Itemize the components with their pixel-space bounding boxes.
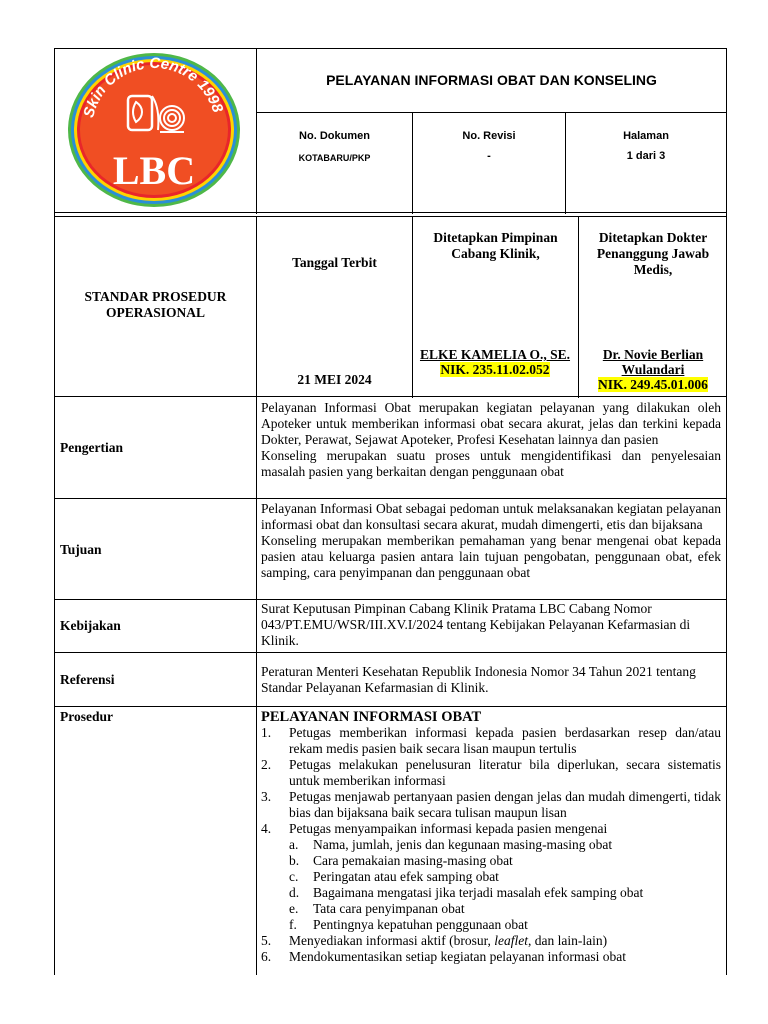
step-text: Petugas menyampaikan informasi kepada pasien mengenai [289, 821, 608, 836]
substep-letter: b. [289, 853, 300, 868]
substep-letter: c. [289, 869, 299, 884]
substep-text: Cara pemakaian masing-masing obat [313, 853, 513, 868]
list-item [261, 725, 721, 757]
step-text-pre: Menyediakan informasi aktif (brosur, [289, 933, 495, 948]
list-item [289, 901, 721, 917]
referensi-content [261, 664, 721, 696]
approver-2-nik: NIK. 249.45.01.006 [598, 377, 708, 392]
step-number: 4. [261, 821, 272, 836]
list-item [289, 885, 721, 901]
revision-cell [413, 130, 565, 162]
prosedur-label-text: Prosedur [60, 709, 113, 724]
substep-text: Pentingnya kepatuhan penggunaan obat [313, 917, 528, 932]
substep-letter: e. [289, 901, 299, 916]
clinic-logo [66, 52, 242, 208]
prosedur-label [60, 709, 113, 725]
list-item [289, 837, 721, 853]
page-cell [566, 130, 726, 162]
step-text: Petugas memberikan informasi kepada pasien berdasarkan resep dan/atau rekam medis pasien baik secara lisan maupun tertulis [289, 725, 721, 756]
revision-value: - [487, 150, 491, 162]
pengertian-label [60, 440, 123, 456]
step-number: 1. [261, 725, 272, 740]
kebijakan-content [261, 601, 721, 649]
list-item [289, 917, 721, 933]
doc-number-value: KOTABARU/PKP [298, 153, 371, 163]
pengertian-paragraph-2: Konseling merupakan suatu proses untuk mengidentifikasi dan penyelesaian masalah pasien yang berkaitan dengan penggunaan obat [261, 448, 721, 479]
approver-2-signature [580, 347, 726, 392]
pengertian-label-text: Pengertian [60, 440, 123, 455]
sop-title [55, 289, 256, 321]
step-text: Petugas melakukan penelusuran literatur bila diperlukan, secara sistematis untuk memberikan informasi [289, 757, 721, 788]
kebijakan-label [60, 618, 121, 634]
list-item [261, 949, 721, 965]
tujuan-paragraph-1: Pelayanan Informasi Obat sebagai pedoman untuk melaksanakan kegiatan pelayanan informasi obat dan konsultasi secara akurat, mudah dimengerti, etis dan bijaksana [261, 501, 721, 532]
approver-2-heading-text: Ditetapkan Dokter Penanggung Jawab Medis, [596, 230, 710, 277]
kebijakan-text: Surat Keputusan Pimpinan Cabang Klinik Pratama LBC Cabang Nomor 043/PT.EMU/WSR/III.XV.I/2024 tentang Kebijakan Pelayanan Kefarmasian di Klinik. [261, 601, 691, 648]
issue-date-value-text: 21 MEI 2024 [297, 372, 372, 387]
list-item [289, 869, 721, 885]
referensi-label [60, 672, 114, 688]
issue-date-label-text: Tanggal Terbit [292, 255, 377, 270]
approver-1-signature [416, 347, 574, 377]
list-item [261, 757, 721, 789]
substep-letter: d. [289, 885, 300, 900]
list-item [261, 933, 721, 949]
step-number: 3. [261, 789, 272, 804]
list-item [261, 821, 721, 933]
step-text: Petugas menjawab pertanyaan pasien dengan jelas dan mudah dimengerti, tidak bias dan bijaksana baik secara tulisan maupun lisan [289, 789, 721, 820]
page-label: Halaman [623, 130, 669, 142]
substep-letter: a. [289, 837, 299, 852]
step-text-post: , dan lain-lain) [528, 933, 608, 948]
substep-text: Bagaimana mengatasi jika terjadi masalah efek samping obat [313, 885, 644, 900]
approver-1-heading [418, 230, 573, 262]
kebijakan-label-text: Kebijakan [60, 618, 121, 633]
approver-2-heading [580, 230, 726, 278]
logo-ring-text: Skin Clinic Centre 1998 [80, 54, 227, 120]
logo-brand-text: LBC [112, 148, 196, 193]
tujuan-label [60, 542, 102, 558]
approver-1-heading-text: Ditetapkan Pimpinan Cabang Klinik, [433, 230, 558, 261]
doc-number-cell [257, 130, 412, 163]
step-number: 2. [261, 757, 272, 772]
lbc-logo-emblem [66, 52, 242, 208]
approver-2-name: Dr. Novie Berlian Wulandari [602, 347, 704, 377]
step-number: 6. [261, 949, 272, 964]
referensi-text: Peraturan Menteri Kesehatan Republik Indonesia Nomor 34 Tahun 2021 tentang Standar Pelayanan Kefarmasian di Klinik. [261, 664, 696, 695]
document-title-text: PELAYANAN INFORMASI OBAT DAN KONSELING [326, 72, 657, 88]
tujuan-paragraph-2: Konseling merupakan memberikan pemahaman yang benar mengenai obat kepada pasien atau keluarga pasien antara lain tujuan pengobatan, penggunaan obat, efek samping, cara penyimpanan dan penggunaan obat [261, 533, 721, 580]
step-number: 5. [261, 933, 272, 948]
prosedur-heading: PELAYANAN INFORMASI OBAT [261, 709, 482, 725]
substep-text: Peringatan atau efek samping obat [313, 869, 499, 884]
sop-title-line2: OPERASIONAL [105, 305, 205, 320]
list-item [261, 789, 721, 821]
pengertian-paragraph-1: Pelayanan Informasi Obat merupakan kegiatan pelayanan yang dilakukan oleh Apoteker untuk memberikan informasi obat secara akurat, jelas dan terkini kepada Dokter, Perawat, Sejawat Apoteker, Profesi Kesehatan lainnya dan pasien [261, 400, 721, 447]
document-title [257, 72, 726, 88]
approver-1-nik: NIK. 235.11.02.052 [440, 362, 550, 377]
prosedur-content [261, 709, 721, 965]
sop-title-line1: STANDAR PROSEDUR [84, 289, 227, 304]
approver-1-name: ELKE KAMELIA O., SE. [419, 347, 571, 362]
substep-letter: f. [289, 917, 297, 932]
issue-date-value [257, 372, 412, 388]
referensi-label-text: Referensi [60, 672, 115, 687]
substep-text: Nama, jumlah, jenis dan kegunaan masing-masing obat [313, 837, 613, 852]
issue-date-label [257, 255, 412, 271]
substep-text: Tata cara penyimpanan obat [313, 901, 465, 916]
tujuan-label-text: Tujuan [60, 542, 102, 557]
step-text-italic: leaflet [494, 933, 529, 948]
revision-label: No. Revisi [462, 130, 516, 142]
prosedur-substeps [289, 837, 721, 933]
page-value: 1 dari 3 [626, 150, 666, 162]
list-item [289, 853, 721, 869]
prosedur-steps [261, 725, 721, 965]
step-text: Mendokumentasikan setiap kegiatan pelayanan informasi obat [289, 949, 627, 964]
pengertian-content [261, 400, 721, 480]
tujuan-content [261, 501, 721, 581]
doc-number-label: No. Dokumen [299, 130, 370, 142]
